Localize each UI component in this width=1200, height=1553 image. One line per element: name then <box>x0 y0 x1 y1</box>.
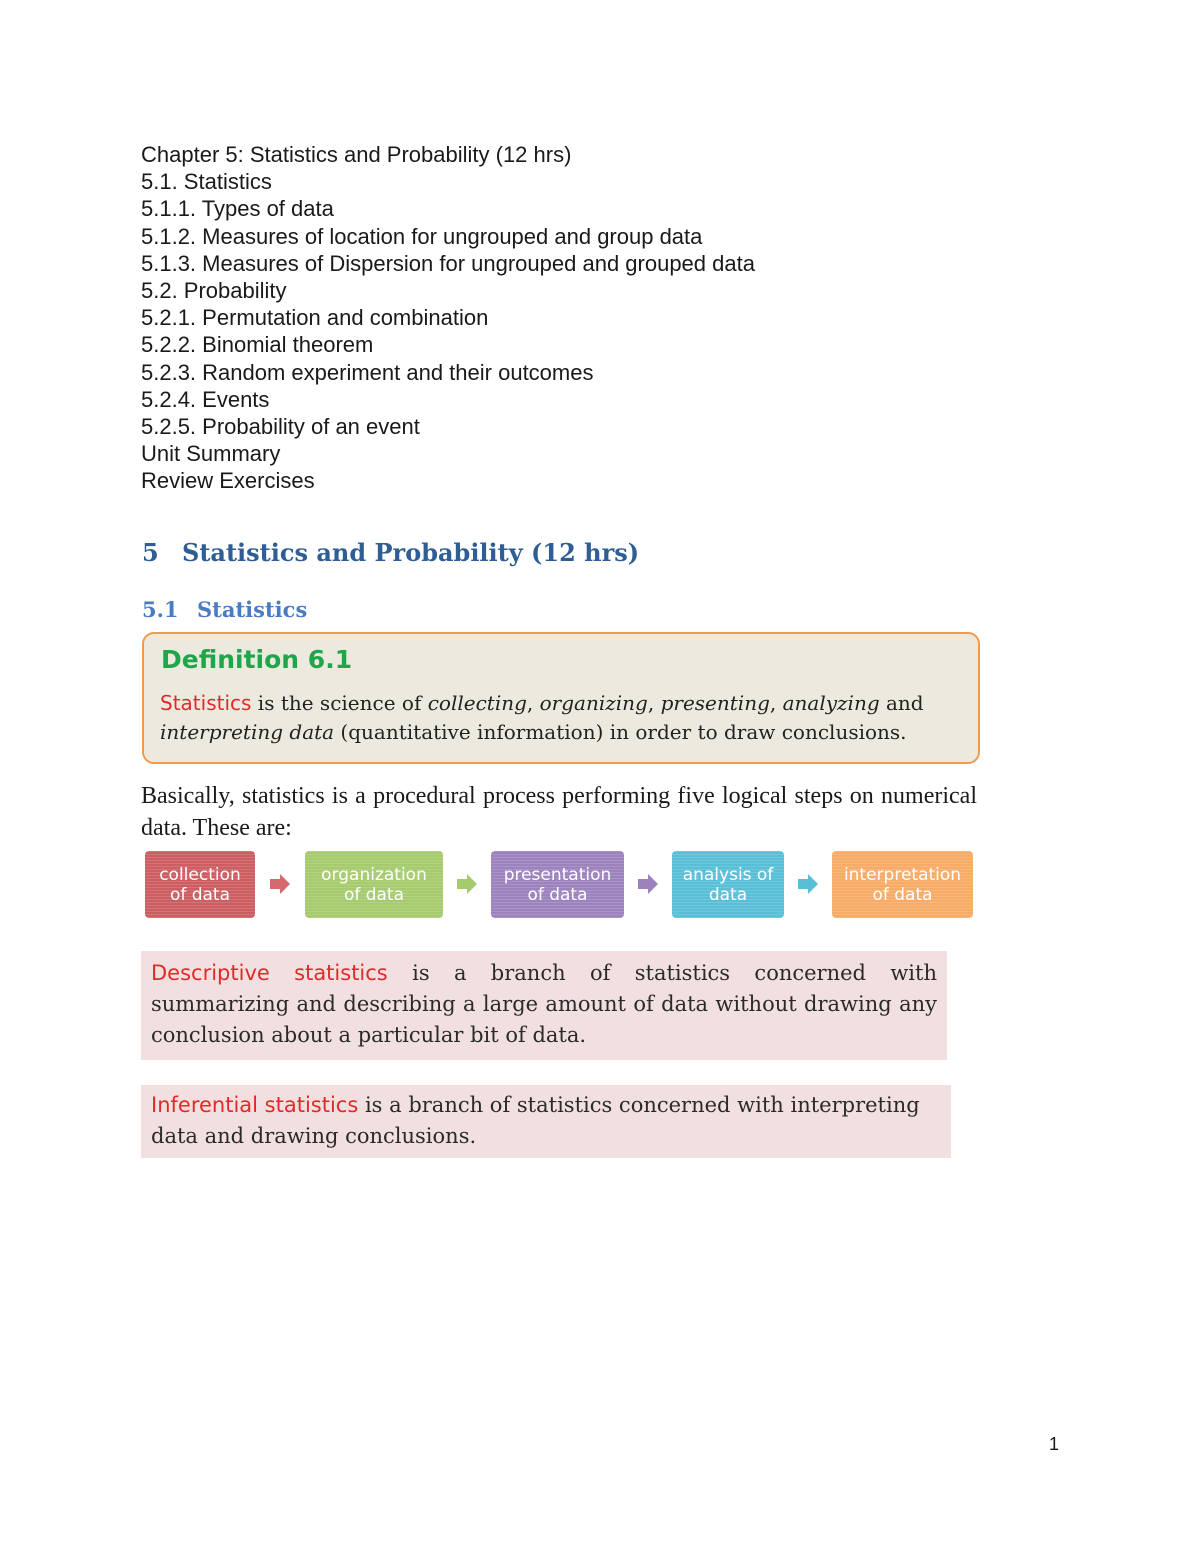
step-interpretation-box <box>832 851 973 918</box>
toc-item: 5.2.1. Permutation and combination <box>141 305 489 331</box>
arrow-right-icon <box>796 872 820 896</box>
definition-italic-word: presenting <box>660 691 770 715</box>
section-heading <box>142 597 307 622</box>
section-heading-text: Statistics <box>197 597 308 622</box>
definition-italic-word: organizing <box>539 691 648 715</box>
page-number: 1 <box>1049 1434 1060 1454</box>
inferential-statistics-definition: is a branch of statistics concerned with interpreting data and drawing conclusions. <box>151 1093 920 1148</box>
toc-item: 5.2. Probability <box>141 277 287 303</box>
toc-item: 5.2.4. Events <box>141 386 270 412</box>
definition-italic-word: interpreting data <box>160 720 335 744</box>
toc-item: 5.1. Statistics <box>141 169 272 195</box>
chapter-heading <box>142 538 639 567</box>
arrow-right-icon <box>636 872 660 896</box>
step-label: of data <box>527 884 588 905</box>
definition-text-part: , <box>769 691 783 715</box>
toc-item: 5.2.5. Probability of an event <box>141 413 420 439</box>
inferential-statistics-box <box>141 1085 951 1158</box>
toc-item: 5.1.3. Measures of Dispersion for ungrouped and grouped data <box>141 250 755 276</box>
definition-italic-word: analyzing <box>782 691 880 715</box>
step-label: data <box>708 884 748 905</box>
step-collection-box <box>145 851 255 918</box>
step-label: organization <box>321 864 427 885</box>
definition-text-part: (quantitative information) in order to draw conclusions. <box>334 720 907 744</box>
step-label: of data <box>343 884 405 905</box>
arrow-right-icon <box>268 872 292 896</box>
step-label: of data <box>872 884 933 905</box>
section-heading-number: 5.1 <box>142 597 179 622</box>
step-analysis-box <box>672 851 784 918</box>
toc-item: Unit Summary <box>141 441 281 467</box>
definition-text-part: is the science of <box>251 691 428 715</box>
inferential-statistics-text <box>151 1090 941 1152</box>
definition-title: Definition 6.1 <box>161 645 353 674</box>
toc-item: Review Exercises <box>141 468 315 494</box>
descriptive-statistics-definition: is a branch of statistics concerned with summarizing and describing a large amount of data without drawing any conclusion about a particular bit of data. <box>151 961 937 1047</box>
inferential-statistics-term: Inferential statistics <box>151 1093 359 1117</box>
step-label: collection <box>159 864 241 885</box>
step-presentation-box <box>491 851 624 918</box>
definition-italic-word: collecting <box>427 691 527 715</box>
descriptive-statistics-term: Descriptive statistics <box>151 961 388 985</box>
step-organization-box <box>305 851 443 918</box>
descriptive-statistics-text <box>151 958 937 1051</box>
descriptive-statistics-box <box>141 951 947 1060</box>
chapter-heading-text: Statistics and Probability (12 hrs) <box>182 538 640 567</box>
toc-item: 5.2.2. Binomial theorem <box>141 332 374 358</box>
toc-chapter-title: Chapter 5: Statistics and Probability (12 hrs) <box>141 142 572 167</box>
toc-item: 5.1.2. Measures of location for ungrouped and group data <box>141 223 703 249</box>
table-of-contents <box>141 141 755 494</box>
chapter-heading-number: 5 <box>142 538 159 567</box>
arrow-right-icon <box>455 872 479 896</box>
definition-term: Statistics <box>160 691 252 715</box>
step-label: interpretation <box>843 864 962 885</box>
intro-paragraph: Basically, statistics is a procedural process performing five logical steps on numerical data. These are: <box>141 783 977 841</box>
definition-text <box>160 689 968 747</box>
step-label: presentation <box>503 864 612 885</box>
step-label: analysis of <box>682 864 774 885</box>
step-label: of data <box>169 884 231 905</box>
toc-item: 5.2.3. Random experiment and their outcomes <box>141 359 594 385</box>
definition-text-part: and <box>879 691 924 715</box>
definition-text-part: , <box>647 691 661 715</box>
definition-text-part: , <box>526 691 540 715</box>
definition-box <box>142 632 980 764</box>
toc-item: 5.1.1. Types of data <box>141 196 334 222</box>
